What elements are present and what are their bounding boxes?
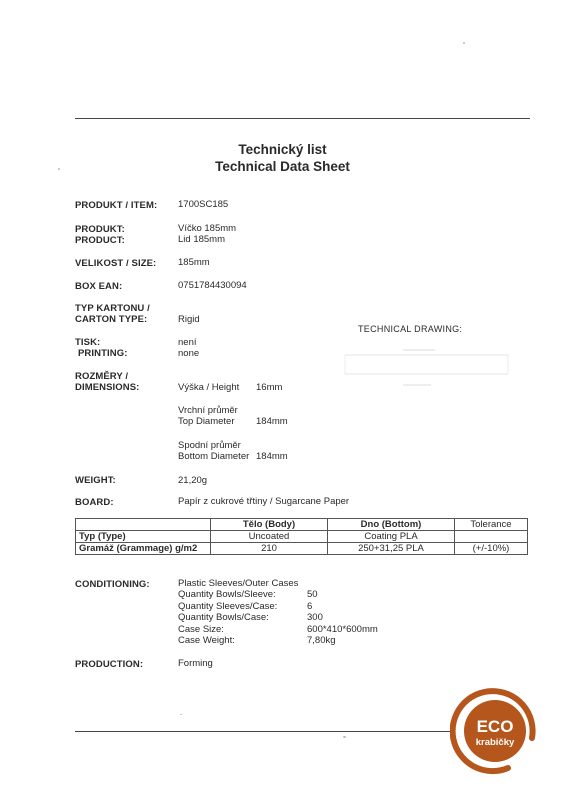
logo-eco-text: ECO bbox=[476, 717, 514, 736]
technical-drawing-label: TECHNICAL DRAWING: bbox=[358, 324, 463, 334]
spec-cell: (+/-10%) bbox=[455, 543, 528, 555]
carton-label-cs: TYP KARTONU / bbox=[75, 303, 150, 314]
page-title-cs: Technický list bbox=[238, 142, 327, 157]
spec-table bbox=[75, 518, 528, 555]
carton-label-en: CARTON TYPE: bbox=[75, 314, 148, 325]
board-label: BOARD: bbox=[75, 497, 114, 508]
conditioning-label: CONDITIONING: bbox=[75, 579, 150, 590]
table-row bbox=[76, 543, 528, 555]
spec-row-label: Typ (Type) bbox=[76, 531, 211, 543]
weight-value: 21,20g bbox=[178, 475, 208, 486]
print-value-cs: není bbox=[178, 337, 197, 348]
ean-value: 0751784430094 bbox=[178, 280, 247, 291]
spec-header-tolerance: Tolerance bbox=[455, 519, 528, 531]
product-label-cs: PRODUKT: bbox=[75, 224, 125, 235]
dim-top-label-en: Top Diameter bbox=[178, 416, 235, 427]
conditioning-item-value: 50 bbox=[307, 589, 318, 600]
spec-cell bbox=[455, 531, 528, 543]
conditioning-item-value: 600*410*600mm bbox=[307, 624, 378, 635]
product-value-cs: Víčko 185mm bbox=[178, 223, 237, 234]
dim-bottom-label-en: Bottom Diameter bbox=[178, 451, 250, 462]
technical-drawing bbox=[343, 346, 513, 390]
scan-speck bbox=[463, 42, 465, 44]
production-label: PRODUCTION: bbox=[75, 659, 144, 670]
conditioning-item-label: Quantity Sleeves/Case: bbox=[178, 601, 278, 612]
print-value-en: none bbox=[178, 348, 200, 359]
conditioning-item-label: Case Size: bbox=[178, 624, 224, 635]
weight-label: WEIGHT: bbox=[75, 475, 116, 486]
size-value: 185mm bbox=[178, 257, 210, 268]
spec-header-body: Tělo (Body) bbox=[211, 519, 328, 531]
board-value: Papír z cukrové třtiny / Sugarcane Paper bbox=[178, 496, 350, 507]
print-label-en: PRINTING: bbox=[78, 348, 128, 359]
product-label-en: PRODUCT: bbox=[75, 235, 125, 246]
dim-top-value: 184mm bbox=[256, 416, 288, 427]
spec-table-header bbox=[76, 519, 528, 531]
spec-header-bottom: Dno (Bottom) bbox=[328, 519, 455, 531]
dimensions-label-cs: ROZMĚRY / bbox=[75, 371, 129, 382]
conditioning-item-value: 6 bbox=[307, 601, 313, 612]
size-label: VELIKOST / SIZE: bbox=[75, 258, 157, 269]
spec-cell: Uncoated bbox=[211, 531, 328, 543]
top-divider bbox=[75, 118, 530, 119]
product-value-en: Lid 185mm bbox=[178, 234, 225, 245]
spec-cell: Coating PLA bbox=[328, 531, 455, 543]
conditioning-item-value: 7,80kg bbox=[307, 635, 336, 646]
spec-cell: 210 bbox=[211, 543, 328, 555]
production-value: Forming bbox=[178, 658, 213, 669]
item-value: 1700SC185 bbox=[178, 199, 229, 210]
dim-height-value: 16mm bbox=[256, 382, 283, 393]
carton-value: Rigid bbox=[178, 314, 200, 325]
conditioning-item-label: Quantity Bowls/Case: bbox=[178, 612, 269, 623]
spec-row-label: Gramáž (Grammage) g/m2 bbox=[76, 543, 211, 555]
scan-speck bbox=[58, 168, 60, 170]
print-label-cs: TISK: bbox=[75, 337, 101, 348]
conditioning-item-value: 300 bbox=[307, 612, 323, 623]
table-row bbox=[76, 531, 528, 543]
scan-speck bbox=[343, 736, 346, 738]
conditioning-item-label: Quantity Bowls/Sleeve: bbox=[178, 589, 276, 600]
eco-krabicky-logo bbox=[450, 686, 540, 776]
conditioning-item-label: Case Weight: bbox=[178, 635, 235, 646]
dim-height-label: Výška / Height bbox=[178, 382, 240, 393]
dim-bottom-value: 184mm bbox=[256, 451, 288, 462]
logo-krabicky-text: krabičky bbox=[475, 737, 515, 748]
scan-speck bbox=[180, 714, 182, 715]
item-label: PRODUKT / ITEM: bbox=[75, 200, 158, 211]
dim-bottom-label-cs: Spodní průměr bbox=[178, 440, 241, 451]
spec-cell: 250+31,25 PLA bbox=[328, 543, 455, 555]
conditioning-header: Plastic Sleeves/Outer Cases bbox=[178, 578, 299, 589]
dim-top-label-cs: Vrchní průměr bbox=[178, 405, 238, 416]
spec-header-empty bbox=[76, 519, 211, 531]
dimensions-label-en: DIMENSIONS: bbox=[75, 382, 140, 393]
ean-label: BOX EAN: bbox=[75, 281, 123, 292]
page-title-en: Technical Data Sheet bbox=[215, 159, 350, 174]
bottom-divider bbox=[75, 731, 455, 732]
